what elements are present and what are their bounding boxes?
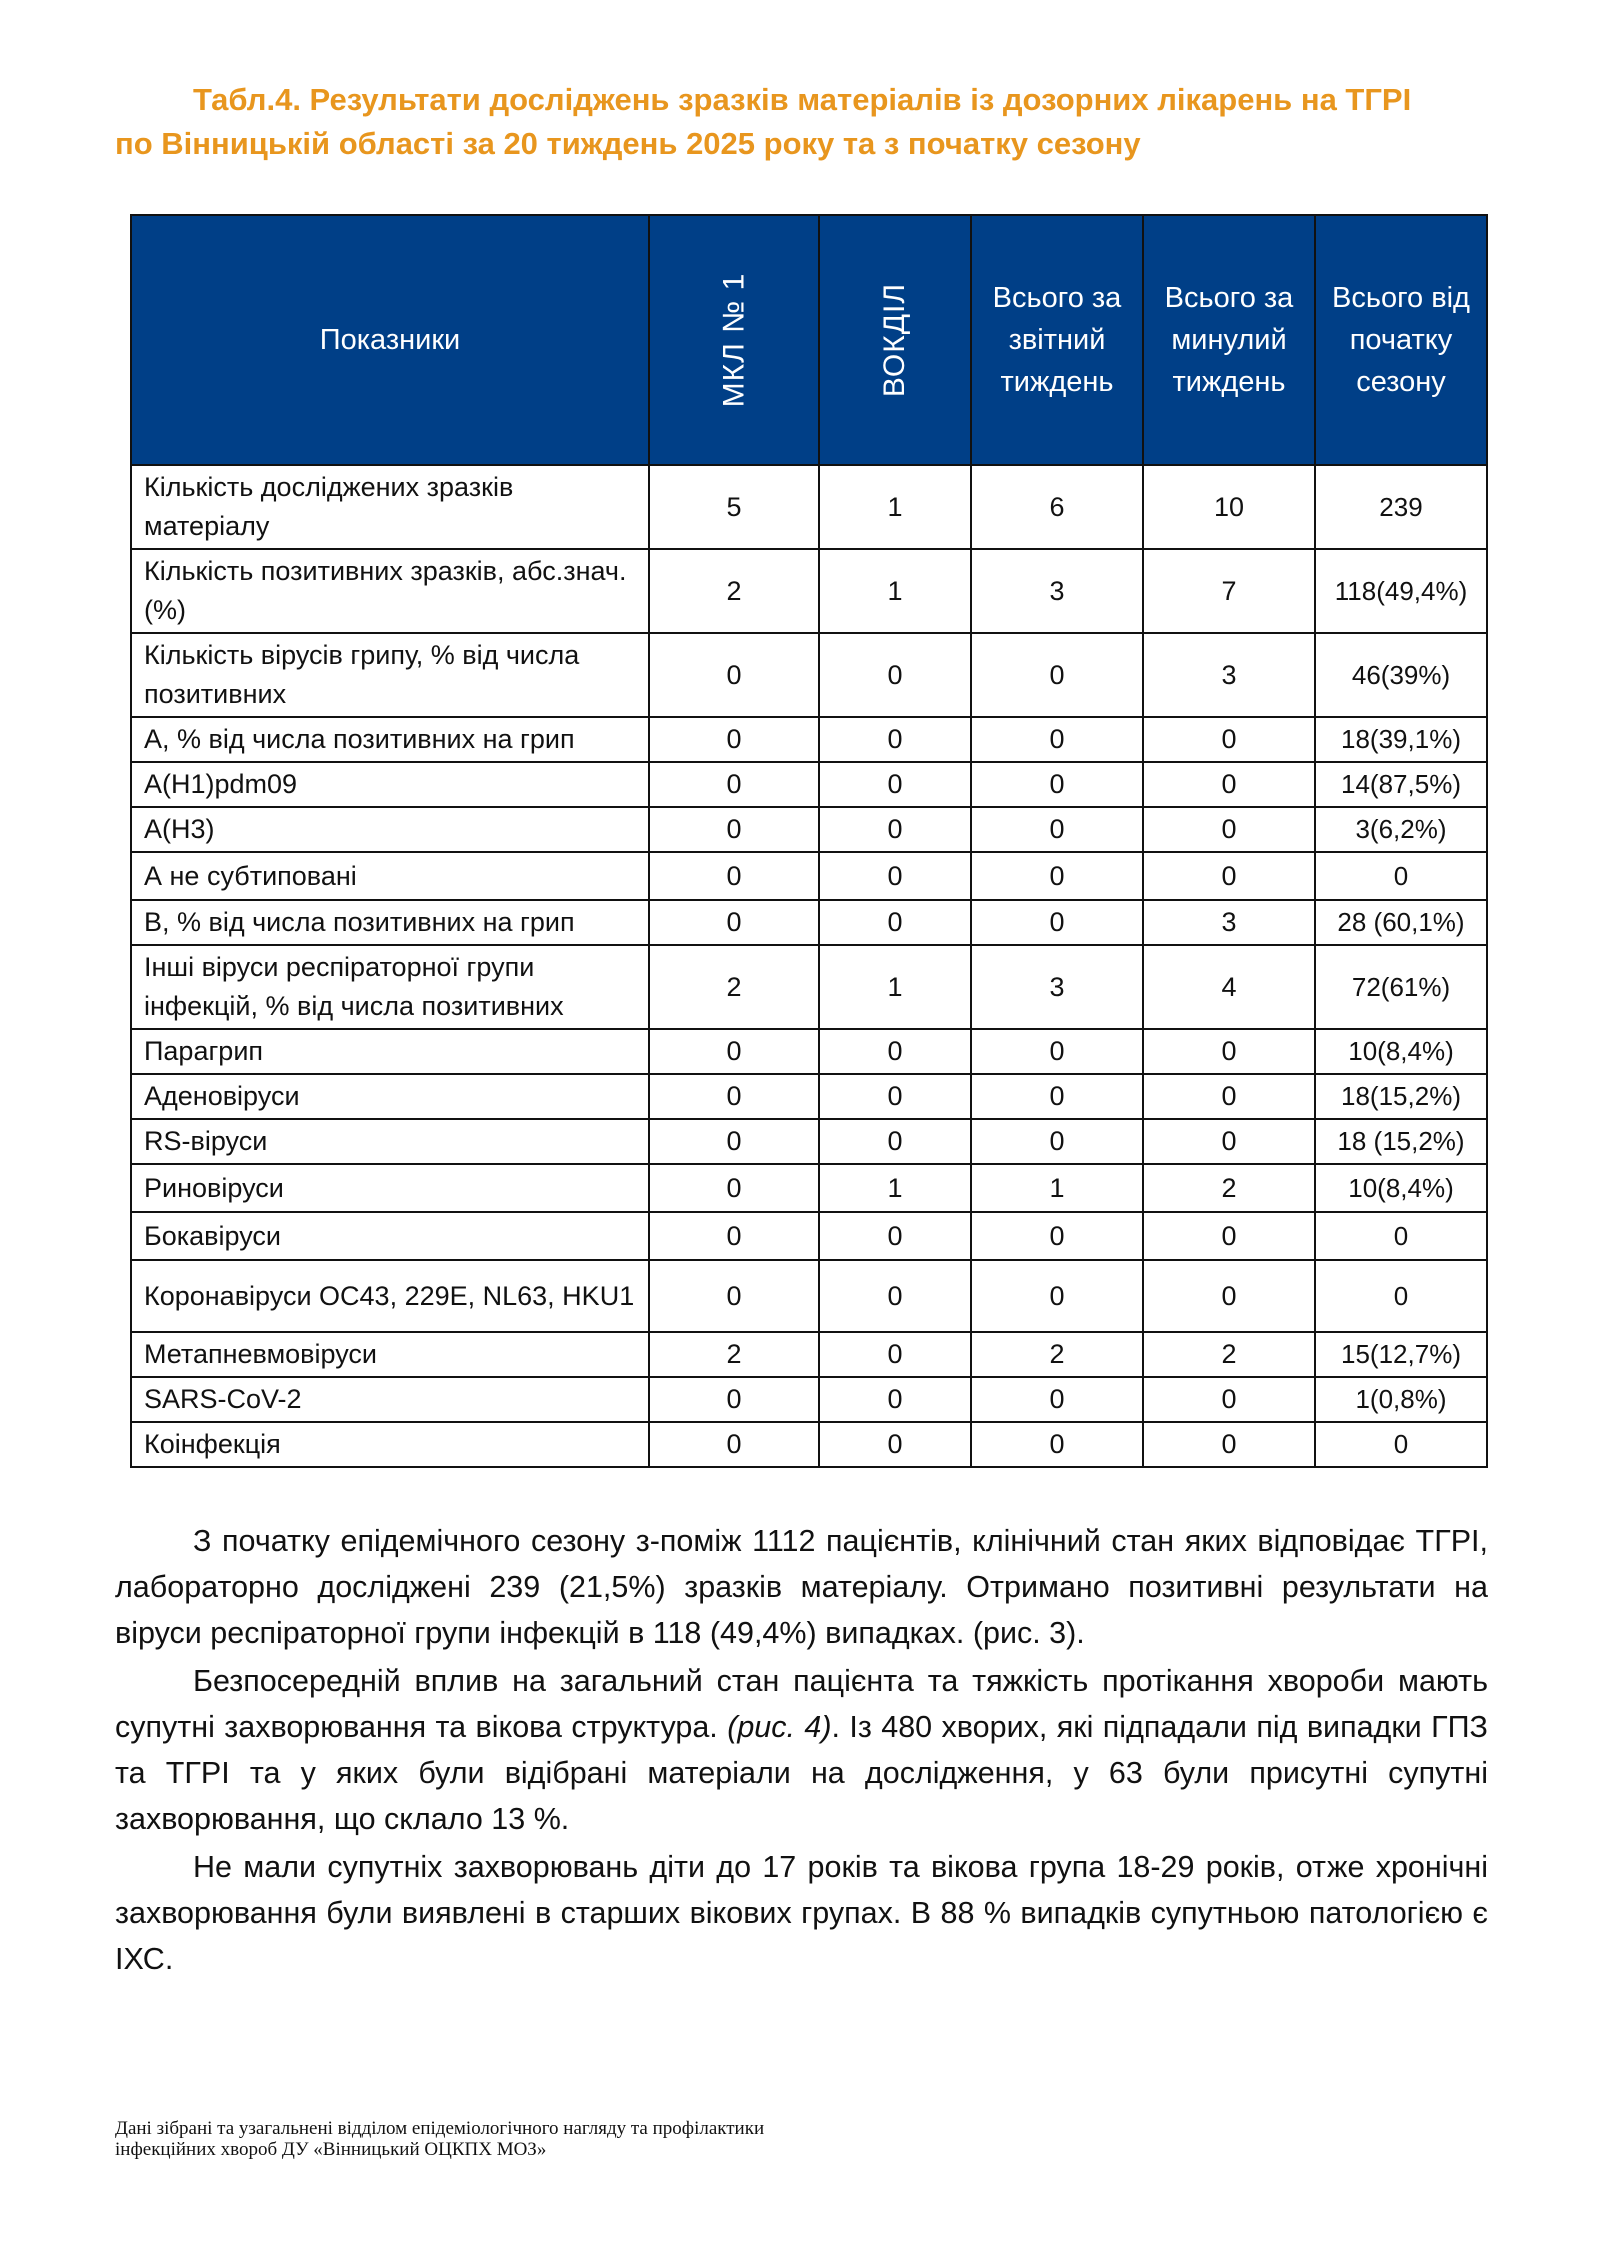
cell-week: 0 xyxy=(971,717,1143,762)
cell-mkl1: 0 xyxy=(649,807,819,852)
table-row xyxy=(131,1164,1487,1212)
row-label: Кількість досліджених зразків матеріалу xyxy=(131,465,649,549)
header-season-total: Всього від початку сезону xyxy=(1315,215,1487,465)
paragraph-1: З початку епідемічного сезону з-поміж 1112 пацієнтів, клінічний стан яких відповідає ТГРІ, лабораторно досліджені 239 (21,5%) зразків матеріалу. Отримано позитивні результати на віруси респіраторної групи інфекцій в 118 (49,4%) випадках. (рис. 3). xyxy=(115,1524,1488,1650)
table-row xyxy=(131,945,1487,1029)
cell-mkl1: 0 xyxy=(649,1164,819,1212)
cell-prev-week: 2 xyxy=(1143,1164,1315,1212)
cell-week: 0 xyxy=(971,1029,1143,1074)
cell-season: 18(15,2%) xyxy=(1315,1074,1487,1119)
row-label: RS-віруси xyxy=(131,1119,649,1164)
table-row xyxy=(131,1422,1487,1467)
cell-week: 0 xyxy=(971,1212,1143,1260)
table-body xyxy=(131,465,1487,1467)
cell-prev-week: 0 xyxy=(1143,1119,1315,1164)
cell-week: 0 xyxy=(971,807,1143,852)
header-week-total: Всього за звітний тиждень xyxy=(971,215,1143,465)
table-row xyxy=(131,549,1487,633)
cell-prev-week: 0 xyxy=(1143,1377,1315,1422)
cell-week: 0 xyxy=(971,900,1143,945)
header-vokdil-label: ВОКДІЛ xyxy=(877,282,911,398)
row-label: Коінфекція xyxy=(131,1422,649,1467)
row-label: Риновіруси xyxy=(131,1164,649,1212)
row-label: Парагрип xyxy=(131,1029,649,1074)
cell-prev-week: 0 xyxy=(1143,1422,1315,1467)
footer-line-1: Дані зібрані та узагальнені відділом епідеміологічного нагляду та профілактики xyxy=(115,2118,765,2139)
cell-season: 18 (15,2%) xyxy=(1315,1119,1487,1164)
cell-mkl1: 0 xyxy=(649,633,819,717)
cell-season: 28 (60,1%) xyxy=(1315,900,1487,945)
body-text xyxy=(115,1518,1488,1984)
cell-week: 0 xyxy=(971,1119,1143,1164)
footer-line-2: інфекційних хвороб ДУ «Вінницький ОЦКПХ МОЗ» xyxy=(115,2139,547,2160)
table-header-row xyxy=(131,215,1487,465)
table-row xyxy=(131,762,1487,807)
cell-vokdil: 0 xyxy=(819,1029,971,1074)
cell-vokdil: 1 xyxy=(819,1164,971,1212)
cell-mkl1: 0 xyxy=(649,1422,819,1467)
paragraph-2 xyxy=(115,1658,1488,1842)
cell-week: 0 xyxy=(971,852,1143,900)
table-row xyxy=(131,1029,1487,1074)
table-row xyxy=(131,900,1487,945)
cell-prev-week: 2 xyxy=(1143,1332,1315,1377)
cell-vokdil: 0 xyxy=(819,633,971,717)
cell-week: 3 xyxy=(971,549,1143,633)
cell-vokdil: 0 xyxy=(819,1422,971,1467)
table-row xyxy=(131,852,1487,900)
table-row xyxy=(131,807,1487,852)
cell-season: 10(8,4%) xyxy=(1315,1029,1487,1074)
paragraph-2-part-1: Безпосередній вплив на загальний стан пацієнта та тяжкість протікання хвороби мають супутні захворювання та вікова структура. xyxy=(115,1664,1488,1744)
cell-season: 0 xyxy=(1315,1212,1487,1260)
cell-vokdil: 1 xyxy=(819,945,971,1029)
row-label: SARS-CoV-2 xyxy=(131,1377,649,1422)
cell-vokdil: 0 xyxy=(819,1212,971,1260)
table-row xyxy=(131,1074,1487,1119)
cell-prev-week: 3 xyxy=(1143,900,1315,945)
cell-season: 1(0,8%) xyxy=(1315,1377,1487,1422)
cell-week: 0 xyxy=(971,762,1143,807)
cell-week: 0 xyxy=(971,1422,1143,1467)
paragraph-3: Не мали супутніх захворювань діти до 17 років та вікова група 18-29 років, отже хронічні захворювання були виявлені в старших вікових групах. В 88 % випадків супутньою патологією є ІХС. xyxy=(115,1850,1488,1976)
table-row xyxy=(131,633,1487,717)
cell-vokdil: 0 xyxy=(819,1074,971,1119)
row-label: А не субтиповані xyxy=(131,852,649,900)
cell-week: 0 xyxy=(971,1260,1143,1332)
row-label: Бокавіруси xyxy=(131,1212,649,1260)
cell-prev-week: 4 xyxy=(1143,945,1315,1029)
cell-mkl1: 0 xyxy=(649,1074,819,1119)
table-row xyxy=(131,1332,1487,1377)
paragraph-2-part-2: . Із 480 хворих, які підпадали під випадки ГПЗ та ТГРІ та у яких були відібрані матеріали на дослідження, у 63 були присутні супутні захворювання, що склало 13 %. xyxy=(115,1710,1488,1836)
cell-prev-week: 0 xyxy=(1143,1029,1315,1074)
cell-prev-week: 0 xyxy=(1143,1074,1315,1119)
table-title xyxy=(115,78,1495,166)
row-label: A(H1)pdm09 xyxy=(131,762,649,807)
cell-mkl1: 0 xyxy=(649,1260,819,1332)
cell-season: 0 xyxy=(1315,852,1487,900)
header-indicators: Показники xyxy=(131,215,649,465)
cell-mkl1: 2 xyxy=(649,1332,819,1377)
cell-vokdil: 0 xyxy=(819,717,971,762)
cell-mkl1: 0 xyxy=(649,717,819,762)
cell-prev-week: 3 xyxy=(1143,633,1315,717)
table-title-line-1: Табл.4. Результати досліджень зразків матеріалів із дозорних лікарень на ТГРІ xyxy=(193,82,1412,117)
cell-week: 0 xyxy=(971,633,1143,717)
cell-mkl1: 2 xyxy=(649,945,819,1029)
cell-mkl1: 2 xyxy=(649,549,819,633)
cell-vokdil: 0 xyxy=(819,807,971,852)
header-mkl1 xyxy=(649,215,819,465)
header-mkl1-label: МКЛ № 1 xyxy=(716,272,750,408)
cell-week: 0 xyxy=(971,1377,1143,1422)
cell-season: 118(49,4%) xyxy=(1315,549,1487,633)
cell-vokdil: 0 xyxy=(819,1119,971,1164)
cell-prev-week: 0 xyxy=(1143,762,1315,807)
cell-mkl1: 0 xyxy=(649,900,819,945)
cell-prev-week: 0 xyxy=(1143,1260,1315,1332)
cell-mkl1: 5 xyxy=(649,465,819,549)
cell-vokdil: 0 xyxy=(819,1332,971,1377)
cell-vokdil: 1 xyxy=(819,549,971,633)
row-label: Кількість вірусів грипу, % від числа позитивних xyxy=(131,633,649,717)
row-label: В, % від числа позитивних на грип xyxy=(131,900,649,945)
cell-season: 18(39,1%) xyxy=(1315,717,1487,762)
cell-vokdil: 0 xyxy=(819,852,971,900)
cell-season: 0 xyxy=(1315,1422,1487,1467)
cell-season: 0 xyxy=(1315,1260,1487,1332)
cell-week: 2 xyxy=(971,1332,1143,1377)
table-row xyxy=(131,465,1487,549)
figure-reference: (рис. 4) xyxy=(727,1710,832,1744)
row-label: Інші віруси респіраторної групи інфекцій, % від числа позитивних xyxy=(131,945,649,1029)
header-prev-week-total: Всього за минулий тиждень xyxy=(1143,215,1315,465)
cell-prev-week: 10 xyxy=(1143,465,1315,549)
row-label: А, % від числа позитивних на грип xyxy=(131,717,649,762)
cell-season: 3(6,2%) xyxy=(1315,807,1487,852)
cell-season: 15(12,7%) xyxy=(1315,1332,1487,1377)
cell-week: 3 xyxy=(971,945,1143,1029)
cell-vokdil: 0 xyxy=(819,1377,971,1422)
cell-season: 46(39%) xyxy=(1315,633,1487,717)
cell-week: 1 xyxy=(971,1164,1143,1212)
row-label: Коронавіруси OC43, 229E, NL63, HKU1 xyxy=(131,1260,649,1332)
cell-mkl1: 0 xyxy=(649,1029,819,1074)
cell-mkl1: 0 xyxy=(649,762,819,807)
table-row xyxy=(131,1119,1487,1164)
cell-week: 0 xyxy=(971,1074,1143,1119)
cell-prev-week: 0 xyxy=(1143,852,1315,900)
cell-season: 10(8,4%) xyxy=(1315,1164,1487,1212)
row-label: Метапневмовіруси xyxy=(131,1332,649,1377)
cell-mkl1: 0 xyxy=(649,852,819,900)
cell-prev-week: 0 xyxy=(1143,717,1315,762)
cell-vokdil: 0 xyxy=(819,900,971,945)
table-row xyxy=(131,1377,1487,1422)
cell-mkl1: 0 xyxy=(649,1212,819,1260)
row-label: Кількість позитивних зразків, абс.знач. (%) xyxy=(131,549,649,633)
cell-week: 6 xyxy=(971,465,1143,549)
table-title-line-2: по Вінницькій області за 20 тиждень 2025 року та з початку сезону xyxy=(115,126,1141,161)
cell-season: 72(61%) xyxy=(1315,945,1487,1029)
cell-vokdil: 1 xyxy=(819,465,971,549)
row-label: A(H3) xyxy=(131,807,649,852)
header-vokdil xyxy=(819,215,971,465)
table-row xyxy=(131,1260,1487,1332)
results-table xyxy=(130,214,1488,1468)
cell-vokdil: 0 xyxy=(819,762,971,807)
cell-vokdil: 0 xyxy=(819,1260,971,1332)
cell-prev-week: 7 xyxy=(1143,549,1315,633)
cell-season: 14(87,5%) xyxy=(1315,762,1487,807)
row-label: Аденовіруси xyxy=(131,1074,649,1119)
cell-prev-week: 0 xyxy=(1143,1212,1315,1260)
table-row xyxy=(131,1212,1487,1260)
cell-prev-week: 0 xyxy=(1143,807,1315,852)
table-row xyxy=(131,717,1487,762)
cell-mkl1: 0 xyxy=(649,1377,819,1422)
cell-mkl1: 0 xyxy=(649,1119,819,1164)
footer-note xyxy=(115,2118,1015,2160)
cell-season: 239 xyxy=(1315,465,1487,549)
